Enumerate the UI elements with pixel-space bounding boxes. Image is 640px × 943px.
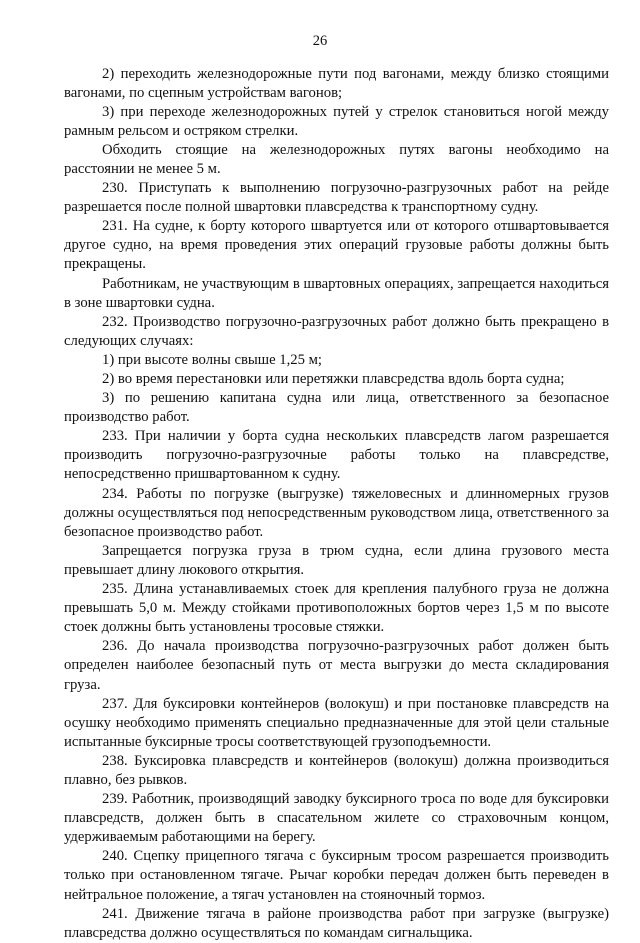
page-number: 26	[312, 33, 328, 49]
paragraph: 238. Буксировка плавсредств и контейнеров (волокуш) должна производиться плавно, без рывков.	[64, 752, 609, 788]
paragraph: Обходить стоящие на железнодорожных путях вагоны необходимо на расстоянии не менее 5 м.	[64, 141, 609, 177]
paragraph: 3) по решению капитана судна или лица, ответственного за безопасное производство работ.	[64, 390, 609, 426]
paragraph: 239. Работник, производящий заводку буксирного троса по воде для буксировки плавсредств, должен быть в спасательном жилете со страховочным концом, удерживаемым работающими на берегу.	[64, 791, 609, 846]
paragraph: 3) при переходе железнодорожных путей у стрелок становиться ногой между рамным рельсом и остряком стрелки.	[64, 103, 609, 139]
paragraph: 237. Для буксировки контейнеров (волокуш) и при постановке плавсредств на осушку необходимо применять специально предназначенные для этой цели стальные испытанные буксирные тросы соответствующей грузоподъемности.	[64, 695, 609, 750]
paragraph: 235. Длина устанавливаемых стоек для крепления палубного груза не должна превышать 5,0 м. Между стойками противоположных бортов через 1,5 м по высоте стоек должны быть установлены тросовые стяжки.	[64, 581, 609, 636]
paragraph: 2) переходить железнодорожные пути под вагонами, между близко стоящими вагонами, по сцепным устройствам вагонов;	[64, 65, 609, 101]
paragraph: 2) во время перестановки или перетяжки плавсредства вдоль борта судна;	[102, 371, 565, 387]
paragraph: 241. Движение тягача в районе производства работ при загрузке (выгрузке) плавсредства должно осуществляться по командам сигнальщика.	[64, 905, 609, 941]
paragraph: 231. На судне, к борту которого швартуется или от которого отшвартовывается другое судно, на время проведения этих операций грузовые работы должны быть прекращены.	[64, 218, 609, 273]
paragraph: Запрещается погрузка груза в трюм судна, если длина грузового места превышает длину люкового открытия.	[64, 542, 609, 578]
paragraph: 1) при высоте волны свыше 1,25 м;	[102, 351, 323, 368]
paragraph: 240. Сцепку прицепного тягача с буксирным тросом разрешается производить только при остановленном тягаче. Рычаг коробки передач должен быть переведен в нейтральное положение, а тягач установлен на стояночный тормоз.	[64, 848, 609, 903]
paragraph: 236. До начала производства погрузочно-разгрузочных работ должен быть определен наиболее безопасный путь от места выгрузки до места складирования груза.	[64, 638, 609, 693]
paragraph: 234. Работы по погрузке (выгрузке) тяжеловесных и длинномерных грузов должны осуществляться под непосредственным руководством лица, ответственного за безопасное производство работ.	[64, 485, 609, 540]
paragraph: 232. Производство погрузочно-разгрузочных работ должно быть прекращено в следующих случаях:	[64, 313, 609, 349]
paragraph: 233. При наличии у борта судна нескольких плавсредств лагом разрешается производить погрузочно-разгрузочные работы только на плавсредстве, непосредственно пришвартованном к судну.	[64, 428, 609, 483]
paragraph: 230. Приступать к выполнению погрузочно-разгрузочных работ на рейде разрешается после полной швартовки плавсредства к транспортному судну.	[64, 180, 609, 216]
body-text	[64, 65, 609, 943]
paragraph: Работникам, не участвующим в швартовных операциях, запрещается находиться в зоне швартовки судна.	[64, 275, 609, 311]
